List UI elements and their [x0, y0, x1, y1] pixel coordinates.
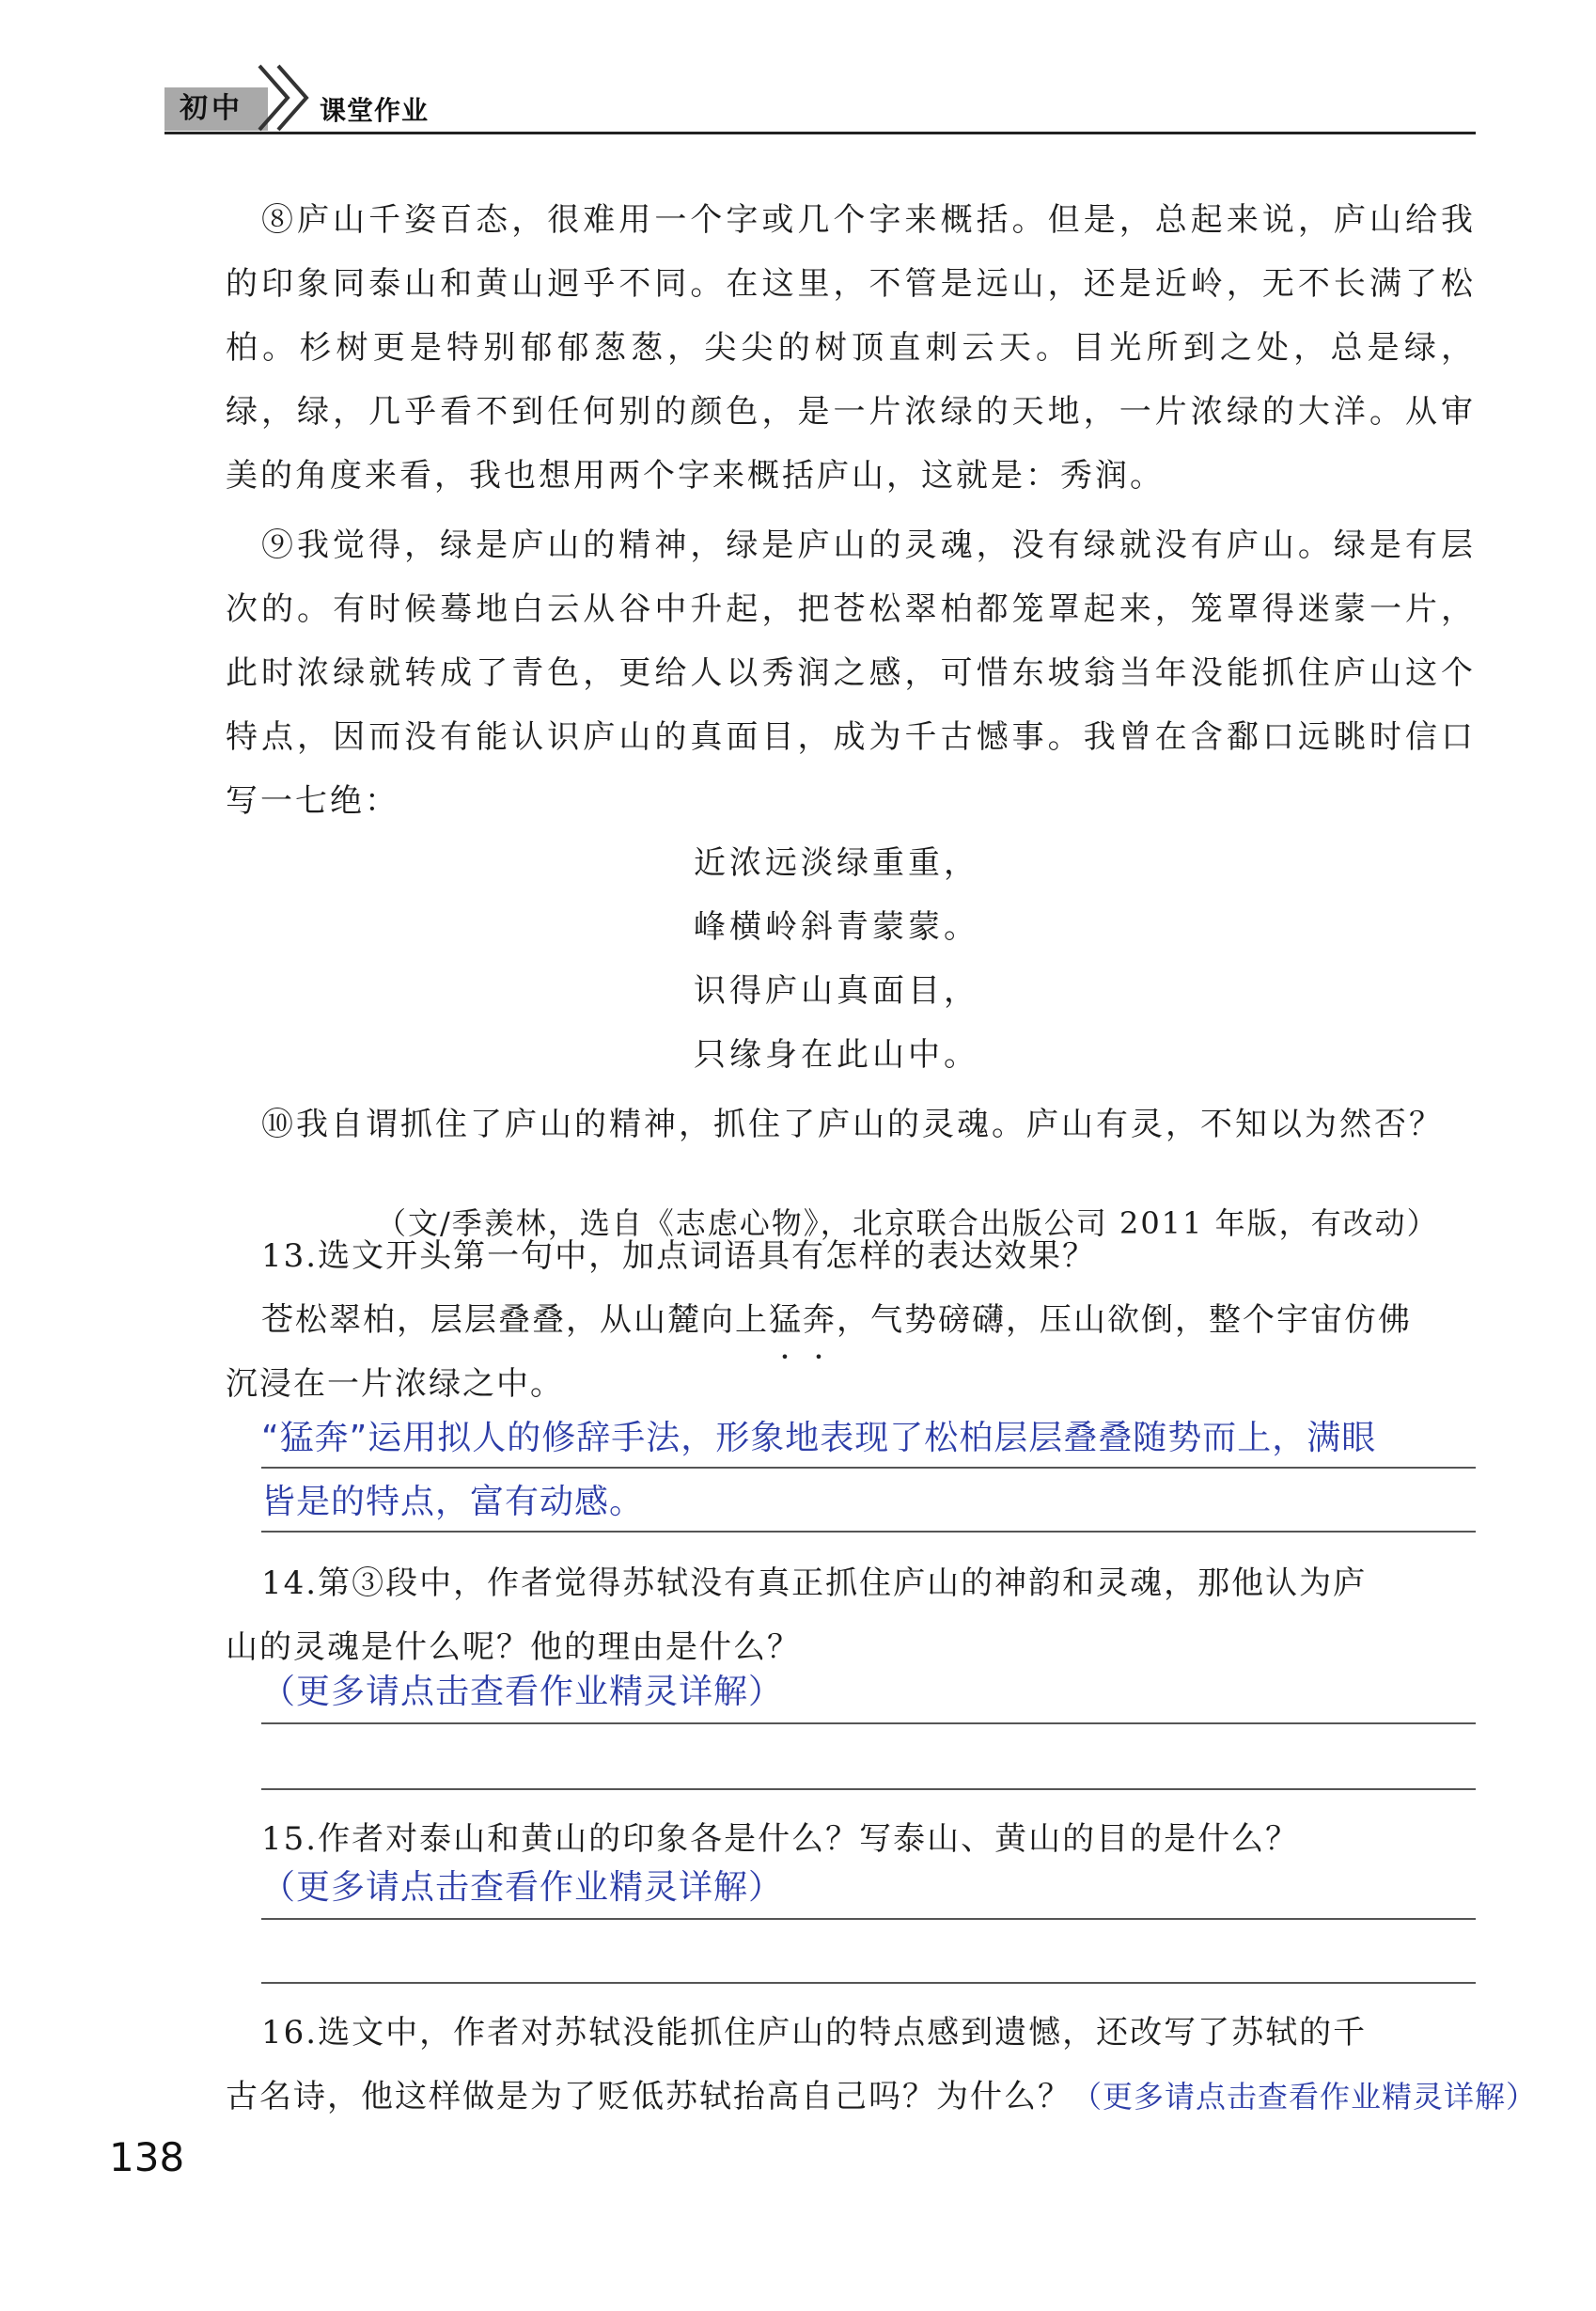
source-citation: （文/季羡林，选自《志虑心物》，北京联合出版公司 2011 年版，有改动）: [376, 1205, 1439, 1241]
answer-line: “猛奔”运用拟人的修辞手法，形象地表现了松柏层层叠叠随势而上，满眼: [261, 1419, 1377, 1457]
header-divider: [164, 132, 1476, 134]
answer-link[interactable]: （更多请点击查看作业精灵详解）: [261, 1868, 784, 1907]
question-15-answer: [261, 1860, 1483, 1924]
answer-link[interactable]: （更多请点击查看作业精灵详解）: [261, 1673, 784, 1711]
question-13-quote-line2: 沉浸在一片浓绿之中。: [226, 1365, 564, 1403]
poem-line-2: 峰横岭斜青蒙蒙。: [694, 908, 979, 946]
answer-rule: [261, 1531, 1476, 1533]
dotted-char: 奔: [803, 1301, 837, 1339]
poem-line-1: 近浓远淡绿重重，: [694, 844, 979, 882]
paragraph-9: ⑨我觉得，绿是庐山的精神，绿是庐山的灵魂，没有绿就没有庐山。绿是有层次的。有时候蓦地白云从谷中升起，把苍松翠柏都笼罩起来，笼罩得迷蒙一片，此时浓绿就转成了青色，更给人以秀润之感，可惜东坡翁当年没能抓住庐山这个特点，因而没有能认识庐山的真面目，成为千古憾事。我曾在含鄱口远眺时信口写一七绝：: [226, 527, 1476, 820]
double-chevron-icon: [254, 58, 314, 134]
dotted-char: 猛: [769, 1301, 803, 1339]
answer-rule: [261, 1467, 1476, 1469]
question-14-answer: [261, 1664, 1483, 1728]
paragraph-10: ⑩我自谓抓住了庐山的精神，抓住了庐山的灵魂。庐山有灵，不知以为然否？: [261, 1106, 1444, 1143]
answer-rule: [261, 1982, 1476, 1984]
question-16-prompt-line1: 16.选文中，作者对苏轼没能抓住庐山的特点感到遗憾，还改写了苏轼的千: [261, 2014, 1368, 2052]
answer-line: 皆是的特点，富有动感。: [261, 1483, 645, 1521]
answer-link[interactable]: （更多请点击查看作业精灵详解）: [1072, 2079, 1538, 2114]
question-14-prompt-line1: 14.第③段中，作者觉得苏轼没有真正抓住庐山的神韵和灵魂，那他认为庐: [261, 1564, 1368, 1602]
question-13-quote-line1: 苍松翠柏，层层叠叠，从山麓向上猛奔，气势磅礴，压山欲倒，整个宇宙仿佛: [261, 1301, 1412, 1339]
section-title: 课堂作业: [320, 95, 430, 126]
answer-rule: [261, 1788, 1476, 1790]
page-number: 138: [109, 2134, 185, 2180]
question-13-prompt: 13.选文开头第一句中，加点词语具有怎样的表达效果？: [261, 1237, 1097, 1275]
question-14-prompt-line2: 山的灵魂是什么呢？他的理由是什么？: [226, 1628, 801, 1666]
question-16-prompt-line2: 古名诗，他这样做是为了贬低苏轼抬高自己吗？为什么？（更多请点击查看作业精灵详解）: [226, 2078, 1538, 2115]
grade-badge: 初中: [164, 87, 268, 131]
paragraph-8: ⑧庐山千姿百态，很难用一个字或几个字来概括。但是，总起来说，庐山给我的印象同泰山和黄山迥乎不同。在这里，不管是远山，还是近岭，无不长满了松柏。杉树更是特别郁郁葱葱，尖尖的树顶直刺云天。目光所到之处，总是绿，绿，绿，几乎看不到任何别的颜色，是一片浓绿的天地，一片浓绿的大洋。从审美的角度来看，我也想用两个字来概括庐山，这就是：秀润。: [226, 201, 1476, 495]
poem-line-4: 只缘身在此山中。: [694, 1036, 979, 1074]
poem-line-3: 识得庐山真面目，: [694, 972, 979, 1010]
question-15-prompt: 15.作者对泰山和黄山的印象各是什么？写泰山、黄山的目的是什么？: [261, 1820, 1300, 1858]
answer-rule: [261, 1722, 1476, 1724]
answer-rule: [261, 1918, 1476, 1920]
question-13-answer: [261, 1410, 1483, 1538]
